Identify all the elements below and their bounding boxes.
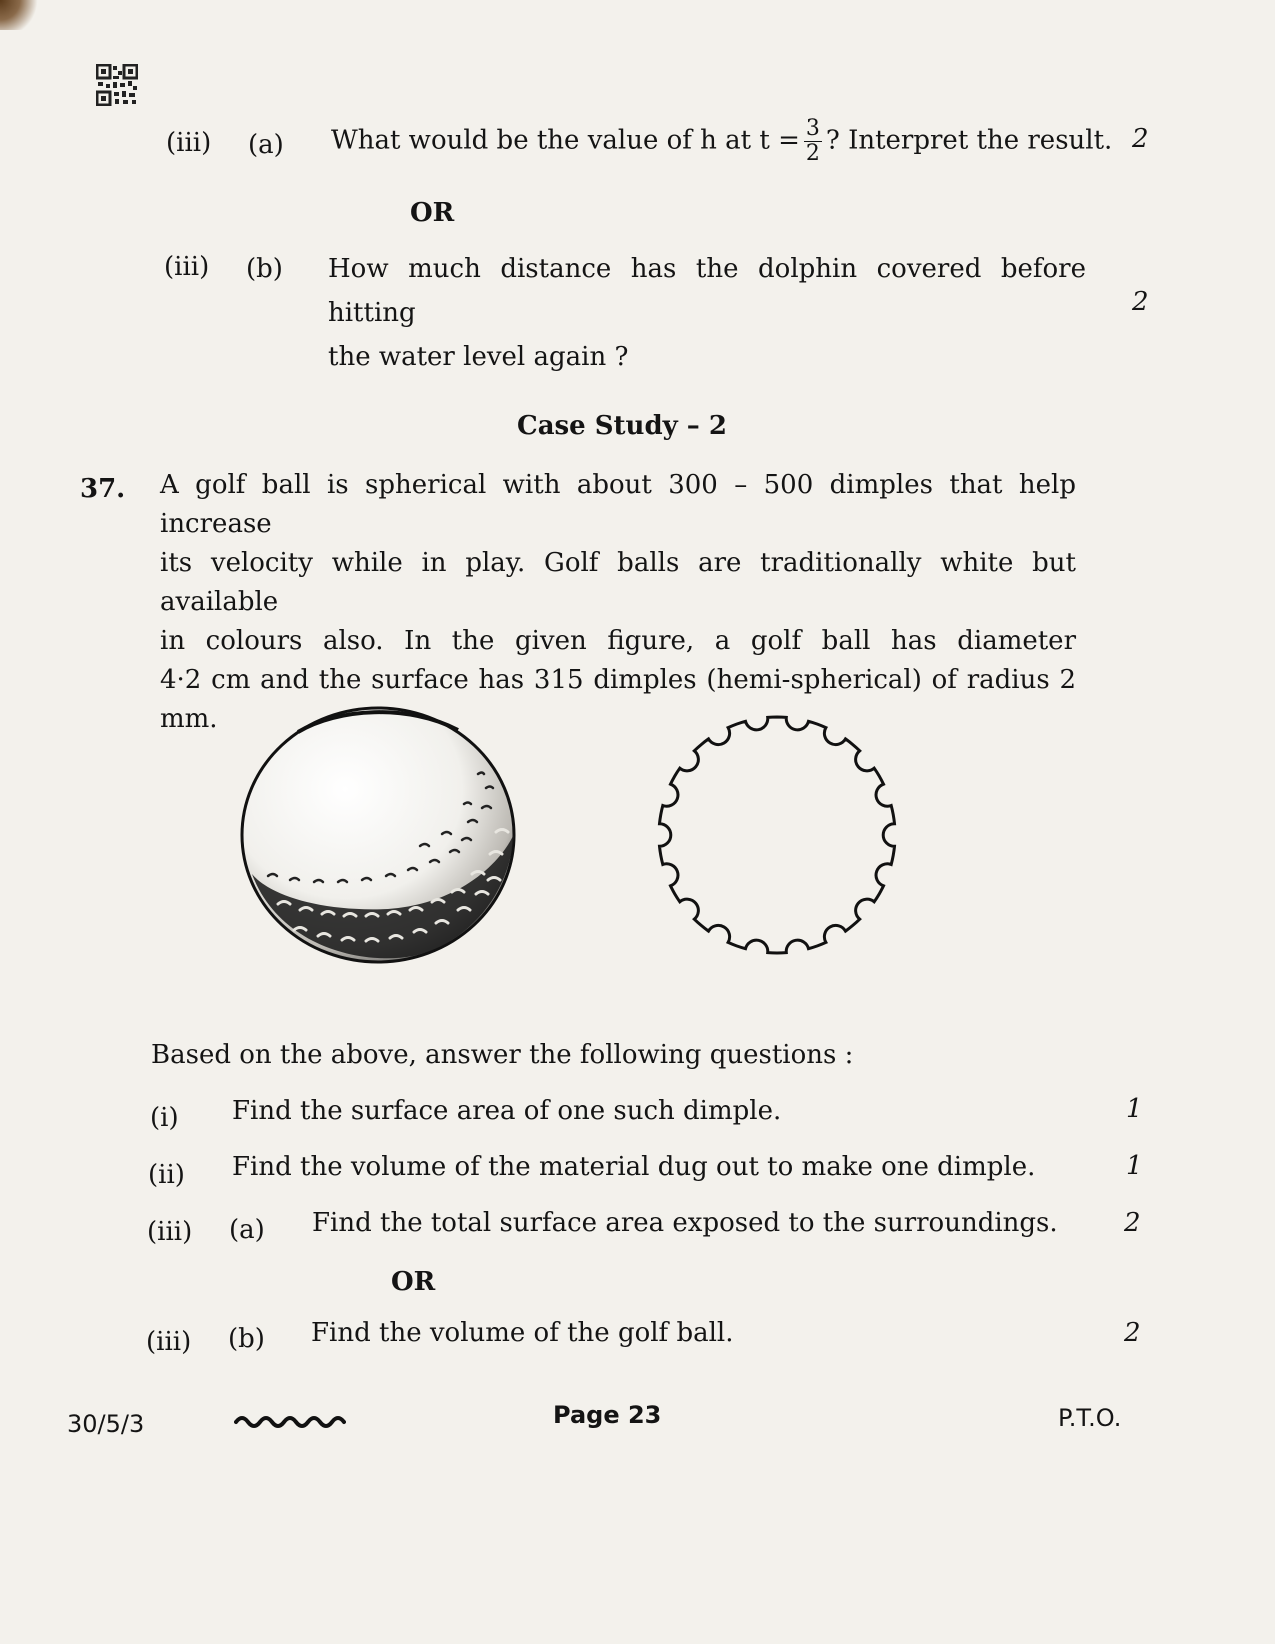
- question-line: How much distance has the dolphin covered before hitting: [328, 254, 1086, 328]
- dimple-outline: [660, 717, 895, 953]
- marks: 2: [1132, 287, 1149, 317]
- or-label: OR: [410, 198, 455, 228]
- page-corner-shadow: [0, 0, 40, 30]
- dimpled-circle-cross-section: [632, 700, 922, 970]
- page-number: Page 23: [553, 1401, 662, 1429]
- fraction-numerator: 3: [805, 116, 820, 141]
- question-text: Find the volume of the material dug out to make one dimple.: [232, 1152, 1036, 1182]
- marks: 1: [1126, 1094, 1143, 1124]
- paragraph-line: its velocity while in play. Golf balls are traditionally white but available: [160, 548, 1076, 617]
- case-study-paragraph: [160, 466, 1076, 739]
- question-letter: (a): [248, 130, 284, 160]
- question-letter: (b): [246, 254, 283, 284]
- paragraph-line: in colours also. In the given figure, a golf ball has diameter: [160, 626, 1076, 656]
- fraction-denominator: 2: [805, 141, 820, 166]
- question-number: (iii): [164, 252, 210, 282]
- qr-code-icon: [96, 64, 138, 106]
- marks: 2: [1124, 1208, 1141, 1238]
- question-letter: (a): [229, 1215, 265, 1245]
- paper-code: 30/5/3: [67, 1410, 145, 1438]
- question-text-before: What would be the value of h at t =: [331, 125, 800, 156]
- paragraph-line: 4·2 cm and the surface has 315 dimples (hemi-spherical) of radius 2 mm.: [160, 665, 1076, 734]
- question-text: Find the surface area of one such dimple.: [232, 1096, 782, 1126]
- marks: 2: [1132, 124, 1149, 154]
- golf-ball-illustration: [238, 704, 520, 966]
- or-label: OR: [391, 1267, 436, 1297]
- question-number: (ii): [148, 1160, 185, 1190]
- question-number: 37.: [80, 474, 126, 504]
- question-text-after: ? Interpret the result.: [825, 125, 1113, 156]
- question-text-block: [328, 247, 1086, 379]
- question-letter: (b): [228, 1324, 265, 1354]
- question-number: (iii): [166, 128, 212, 158]
- question-text: Find the volume of the golf ball.: [311, 1318, 734, 1348]
- dimpled-outline-path: [660, 717, 895, 953]
- marks: 1: [1126, 1151, 1143, 1181]
- fraction: [804, 118, 822, 165]
- case-study-heading: Case Study – 2: [517, 411, 727, 441]
- question-number: (i): [150, 1103, 179, 1133]
- question-number: (iii): [146, 1327, 192, 1357]
- question-number: (iii): [147, 1217, 193, 1247]
- instruction-text: Based on the above, answer the following questions :: [151, 1040, 854, 1070]
- paragraph-line: A golf ball is spherical with about 300 – 500 dimples that help increase: [160, 470, 1076, 539]
- question-line: the water level again ?: [328, 342, 629, 372]
- wavy-divider-icon: [234, 1408, 346, 1432]
- question-text: Find the total surface area exposed to the surroundings.: [312, 1208, 1058, 1238]
- question-text: [331, 118, 1112, 165]
- marks: 2: [1124, 1318, 1141, 1348]
- please-turn-over: P.T.O.: [1058, 1404, 1122, 1432]
